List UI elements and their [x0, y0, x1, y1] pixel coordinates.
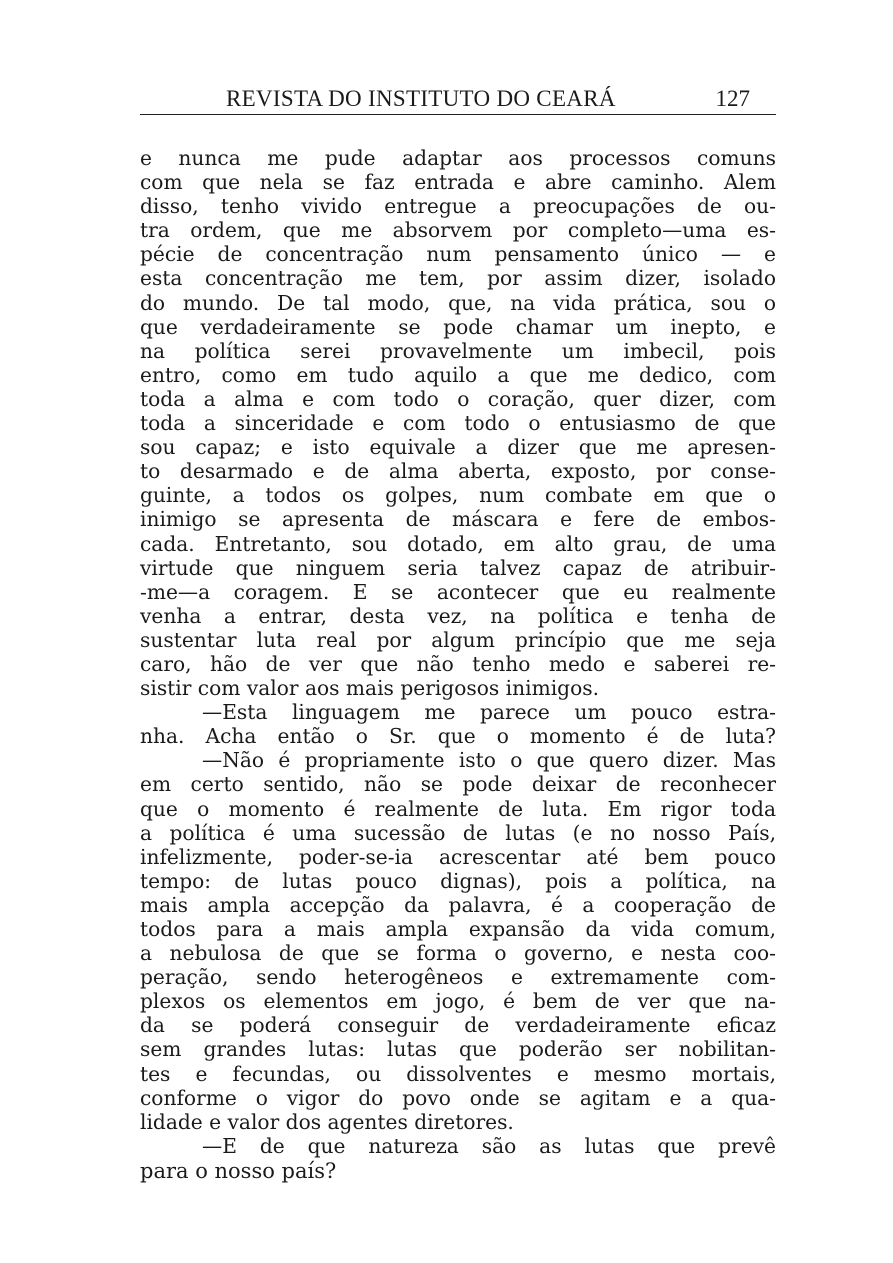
text-line: sou capaz; e isto equivale a dizer que me apresen- [140, 435, 776, 460]
text-line: tes e fecundas, ou dissolventes e mesmo mortais, [140, 1061, 776, 1086]
text-line: —E de que natureza são as lutas que prevê [202, 1133, 776, 1158]
text-line: que verdadeiramente se pode chamar um inepto, e [140, 314, 776, 339]
text-line: sem grandes lutas: lutas que poderão ser nobilitan- [140, 1037, 776, 1062]
text-line: esta concentração me tem, por assim dizer, isolado [140, 266, 776, 291]
text-line: nha. Acha então o Sr. que o momento é de luta? [140, 724, 776, 749]
running-title: REVISTA DO INSTITUTO DO CEARÁ [226, 86, 616, 111]
text-line: peração, sendo heterogêneos e extremamente com- [140, 965, 776, 990]
text-line: to desarmado e de alma aberta, exposto, por conse- [140, 459, 776, 484]
text-line: toda a alma e com todo o coração, quer dizer, com [140, 386, 776, 411]
text-line: da se poderá conseguir de verdadeiramente eficaz [140, 1013, 776, 1038]
text-line: -me—a coragem. E se acontecer que eu realmente [140, 579, 776, 604]
text-line: do mundo. De tal modo, que, na vida prática, sou o [140, 290, 776, 315]
text-line: —Não é propriamente isto o que quero dizer. Mas [202, 748, 776, 773]
text-line: na política serei provavelmente um imbecil, pois [140, 338, 776, 363]
text-line: disso, tenho vivido entregue a preocupações de ou- [140, 194, 776, 219]
text-line: para o nosso país? [140, 1158, 337, 1183]
text-line: conforme o vigor do povo onde se agitam e a qua- [140, 1085, 776, 1110]
text-line: todos para a mais ampla expansão da vida comum, [140, 917, 776, 941]
text-line: a nebulosa de que se forma o governo, e nesta coo- [140, 941, 776, 966]
text-line: cada. Entretanto, sou dotado, em alto grau, de uma [140, 531, 776, 556]
text-line: plexos os elementos em jogo, é bem de ver que na- [140, 989, 776, 1014]
text-line: infelizmente, poder-se-ia acrescentar até bem pouco [140, 844, 776, 869]
text-line: em certo sentido, não se pode deixar de reconhecer [140, 772, 776, 797]
text-line: venha a entrar, desta vez, na política e tenha de [140, 603, 776, 628]
text-line: tempo: de lutas pouco dignas), pois a política, na [140, 868, 776, 893]
text-line: pécie de concentração num pensamento único — e [140, 242, 776, 267]
text-line: guinte, a todos os golpes, num combate em que o [140, 483, 776, 508]
text-line: tra ordem, que me absorvem por completo—uma es- [140, 218, 776, 243]
text-line: entro, como em tudo aquilo a que me dedico, com [140, 362, 776, 387]
text-line: sustentar luta real por algum princípio que me seja [140, 627, 776, 652]
text-line: e nunca me pude adaptar aos processos comuns [140, 146, 776, 170]
text-line: virtude que ninguem seria talvez capaz de atribuir- [140, 555, 776, 580]
text-line: lidade e valor dos agentes diretores. [140, 1109, 514, 1134]
body-text [140, 146, 776, 1185]
text-line: toda a sinceridade e com todo o entusiasmo de que [140, 411, 776, 436]
text-line: mais ampla accepção da palavra, é a cooperação de [140, 892, 776, 917]
text-line: com que nela se faz entrada e abre caminho. Alem [140, 170, 776, 195]
text-line: sistir com valor aos mais perigosos inimigos. [140, 676, 600, 701]
running-header [140, 84, 776, 115]
text-line: caro, hão de ver que não tenho medo e saberei re- [140, 651, 776, 676]
text-line: a política é uma sucessão de lutas (e no nosso País, [140, 820, 776, 845]
text-line: —Esta linguagem me parece um pouco estra- [202, 700, 776, 725]
text-line: inimigo se apresenta de máscara e fere de embos- [140, 507, 776, 532]
text-line: que o momento é realmente de luta. Em rigor toda [140, 796, 776, 821]
page-number: 127 [715, 86, 750, 111]
